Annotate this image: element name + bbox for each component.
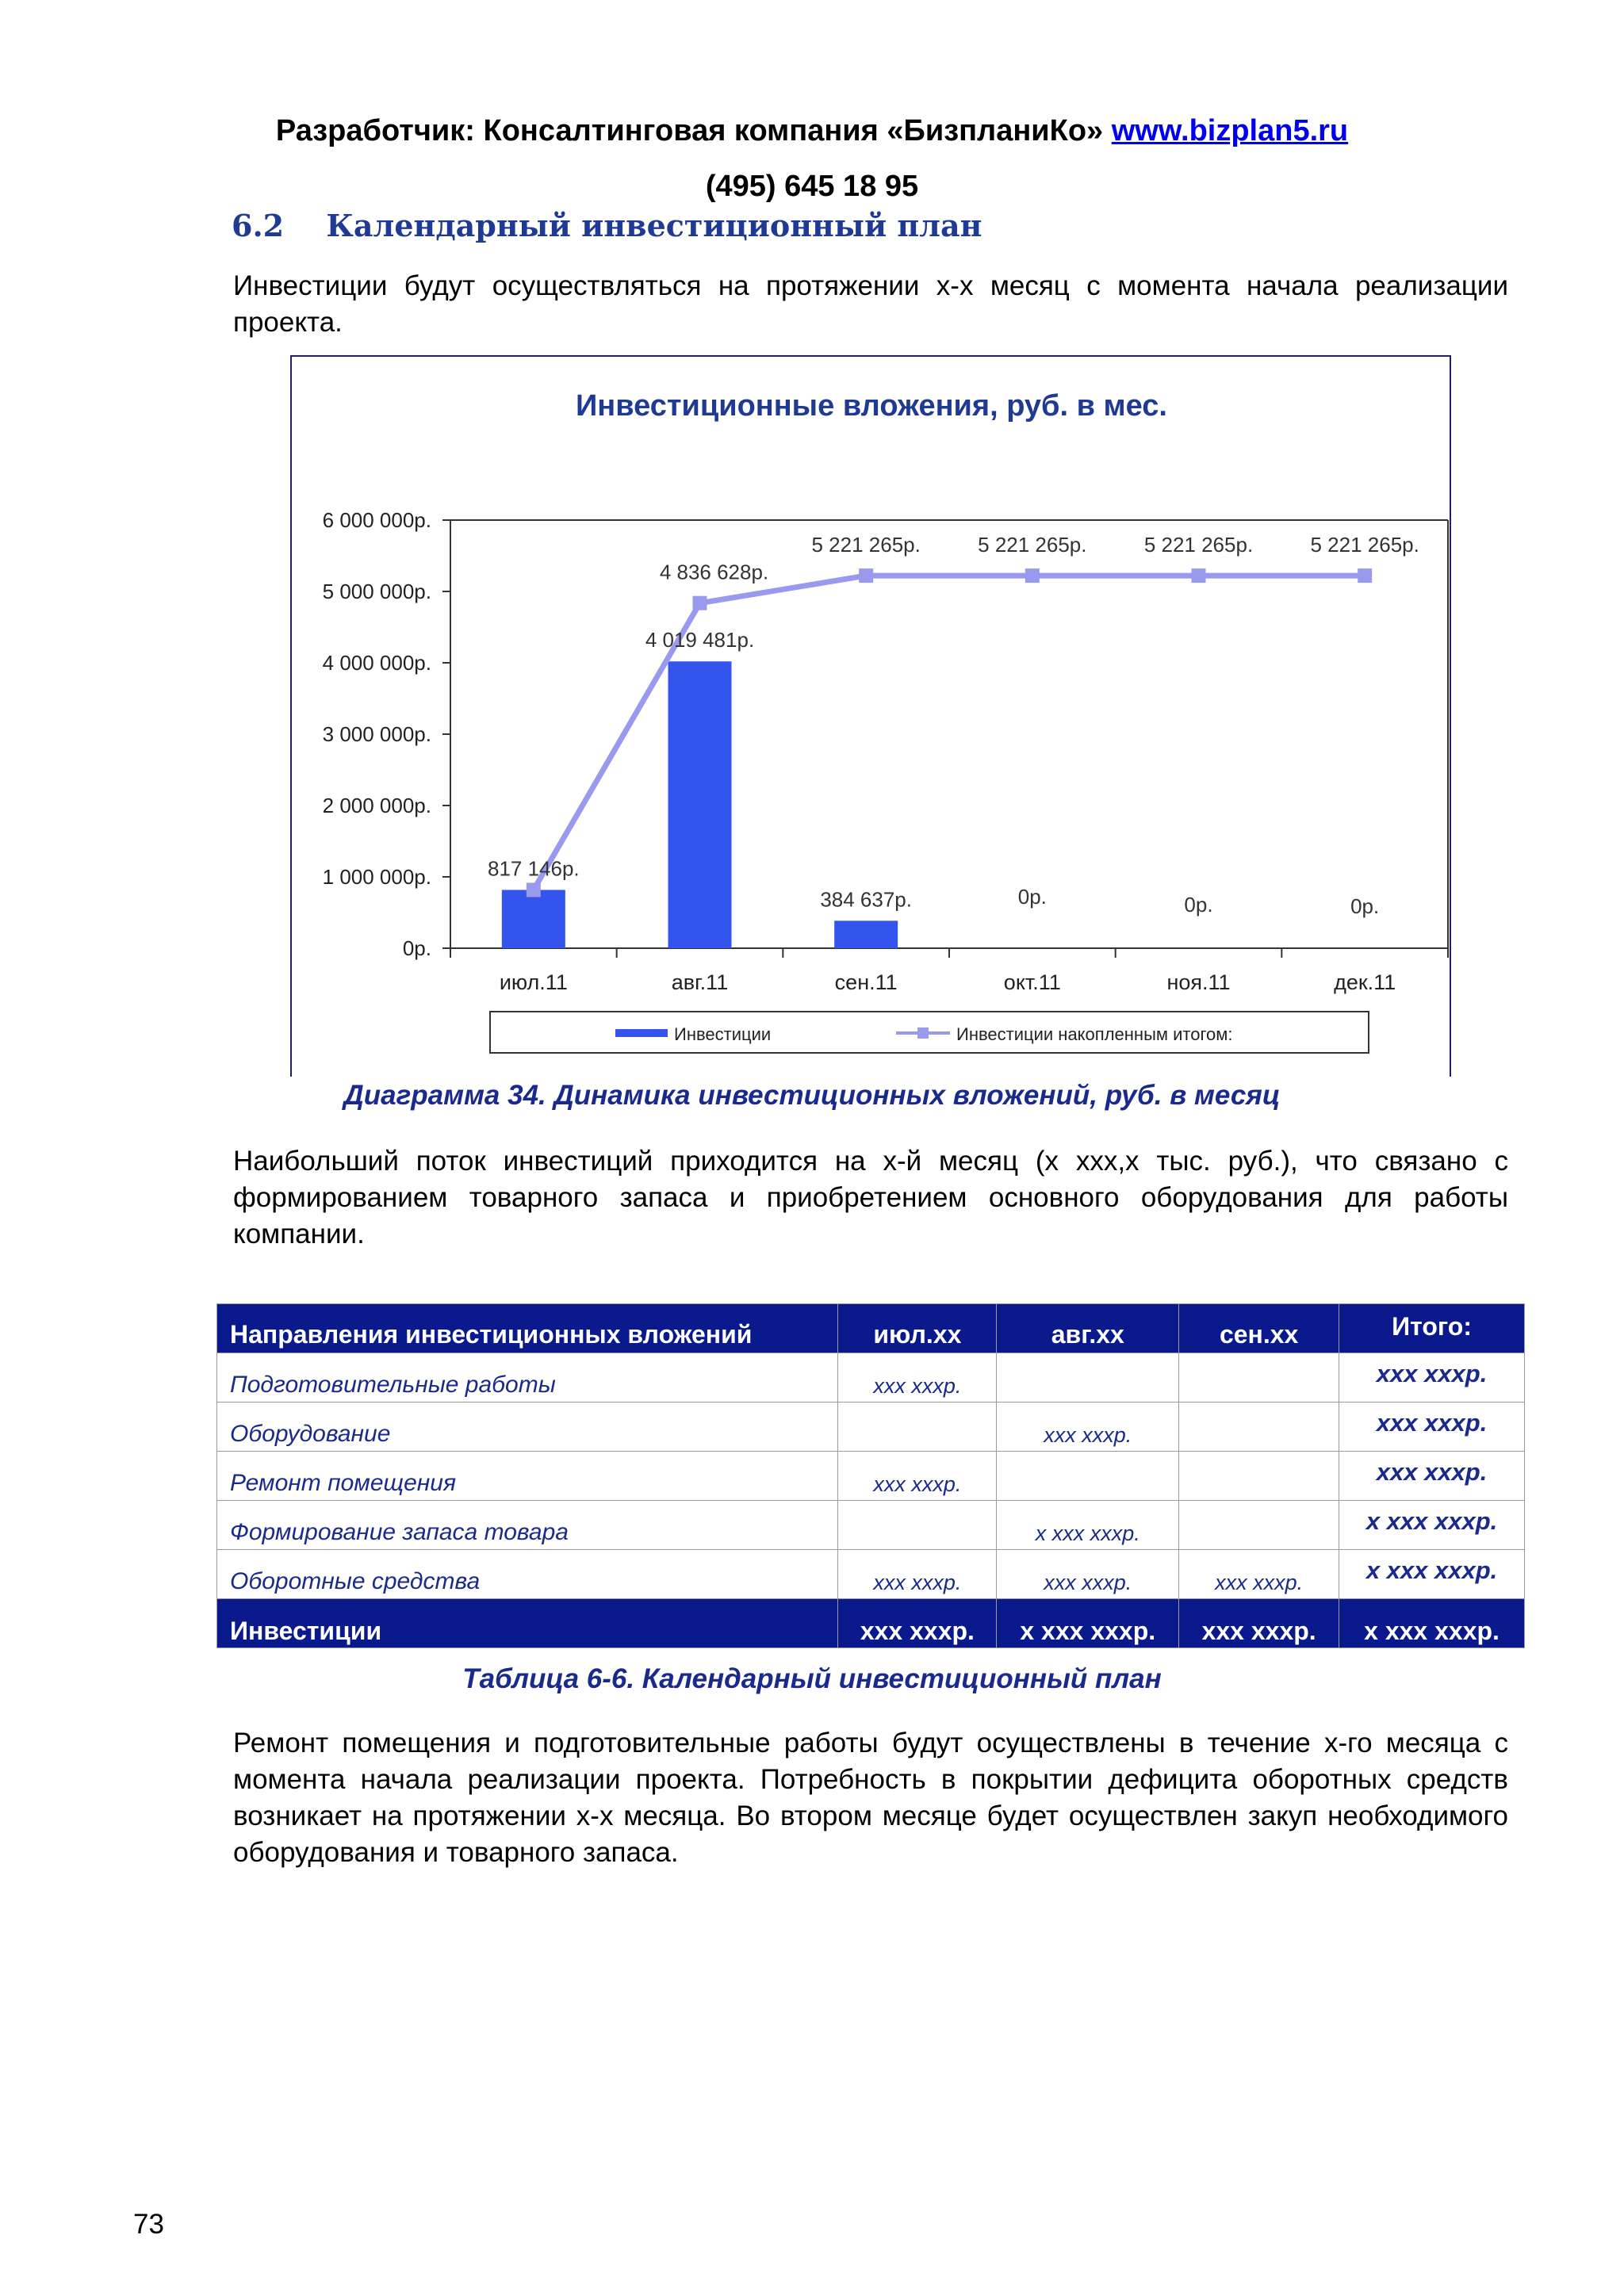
chart-title: Инвестиционные вложения, руб. в мес. bbox=[575, 389, 1168, 423]
total-cell: ххх хххр. bbox=[1179, 1599, 1339, 1648]
chart-frame bbox=[290, 355, 1451, 1077]
conclusion-paragraph: Ремонт помещения и подготовительные работы будут осуществлены в течение х-го месяца с момента начала реализации проекта. Потребность в покрытии дефицита оборотных средств возникает на протяжении х-х месяца. Во втором месяце будет осуществлен закуп необходимого оборудования и товарного запаса. bbox=[233, 1728, 1508, 1868]
y-tick-label: 4 000 000р. bbox=[322, 651, 431, 675]
total-label: Инвестиции bbox=[217, 1599, 838, 1648]
bar bbox=[834, 920, 898, 948]
table-cell bbox=[838, 1501, 997, 1550]
row-total: х ххх хххр. bbox=[1339, 1501, 1525, 1550]
investment-plan-table bbox=[216, 1303, 1525, 1648]
x-tick-label: окт.11 bbox=[1003, 970, 1061, 994]
x-tick-label: июл.11 bbox=[499, 970, 568, 994]
row-total: ххх хххр. bbox=[1339, 1402, 1525, 1452]
table-cell: ххх хххр. bbox=[1179, 1550, 1339, 1599]
bar bbox=[502, 890, 565, 948]
line-data-label: 5 221 265р. bbox=[1310, 533, 1419, 557]
y-tick-label: 0р. bbox=[402, 936, 431, 960]
y-tick-label: 2 000 000р. bbox=[322, 794, 431, 817]
table-cell: х ххх хххр. bbox=[997, 1501, 1179, 1550]
bar-data-label: 817 146р. bbox=[487, 856, 580, 881]
legend-swatch-bars bbox=[615, 1029, 668, 1037]
x-tick-label: сен.11 bbox=[834, 970, 898, 994]
table-cell bbox=[1179, 1353, 1339, 1402]
table-row bbox=[217, 1550, 1525, 1599]
table-cell: ххх хххр. bbox=[997, 1402, 1179, 1452]
row-total: ххх хххр. bbox=[1339, 1353, 1525, 1402]
table-row bbox=[217, 1353, 1525, 1402]
chart-caption: Диаграмма 34. Динамика инвестиционных вложений, руб. в месяц bbox=[343, 1080, 1281, 1111]
y-tick-label: 6 000 000р. bbox=[322, 508, 431, 532]
row-label: Оборотные средства bbox=[217, 1550, 838, 1599]
table-cell bbox=[997, 1452, 1179, 1501]
intro-paragraph: Инвестиции будут осуществляться на протяжении х-х месяц с момента начала реализации проекта. bbox=[233, 270, 1508, 338]
table-total-row bbox=[217, 1599, 1525, 1648]
cumulative-line bbox=[534, 576, 1365, 890]
row-label: Подготовительные работы bbox=[217, 1353, 838, 1402]
bar-data-label: 0р. bbox=[1350, 894, 1380, 918]
row-total: х ххх хххр. bbox=[1339, 1550, 1525, 1599]
table-row bbox=[217, 1501, 1525, 1550]
document-header bbox=[0, 114, 1624, 148]
table-cell: ххх хххр. bbox=[838, 1550, 997, 1599]
legend-label-line: Инвестиции накопленным итогом: bbox=[956, 1024, 1233, 1044]
row-total: ххх хххр. bbox=[1339, 1452, 1525, 1501]
row-label: Ремонт помещения bbox=[217, 1452, 838, 1501]
section-title: Календарный инвестиционный план bbox=[326, 208, 982, 243]
bar-data-label: 384 637р. bbox=[820, 887, 913, 912]
x-tick-label: авг.11 bbox=[671, 970, 729, 994]
table-row bbox=[217, 1452, 1525, 1501]
total-cell: х ххх хххр. bbox=[997, 1599, 1179, 1648]
table-cell bbox=[1179, 1452, 1339, 1501]
section-number: 6.2 bbox=[232, 208, 285, 243]
cumulative-point bbox=[1358, 568, 1372, 583]
table-caption: Таблица 6-6. Календарный инвестиционный план bbox=[462, 1663, 1162, 1694]
table-cell: ххх хххр. bbox=[838, 1353, 997, 1402]
cumulative-point bbox=[1192, 568, 1206, 583]
line-data-label: 5 221 265р. bbox=[978, 533, 1087, 557]
table-cell bbox=[1179, 1501, 1339, 1550]
table-cell bbox=[1179, 1402, 1339, 1452]
analysis-paragraph: Наибольший поток инвестиций приходится на х-й месяц (х ххх,х тыс. руб.), что связано с формированием товарного запаса и приобретением основного оборудования для работы компании. bbox=[233, 1146, 1508, 1249]
row-label: Оборудование bbox=[217, 1402, 838, 1452]
table-header-row bbox=[217, 1304, 1525, 1353]
table-cell: ххх хххр. bbox=[997, 1550, 1179, 1599]
y-tick-label: 3 000 000р. bbox=[322, 722, 431, 746]
cumulative-point bbox=[859, 568, 873, 583]
y-tick-label: 5 000 000р. bbox=[322, 580, 431, 603]
table-cell bbox=[838, 1402, 997, 1452]
y-tick-label: 1 000 000р. bbox=[322, 865, 431, 889]
investment-chart bbox=[292, 357, 1451, 1077]
column-header: Направления инвестиционных вложений bbox=[217, 1304, 838, 1353]
x-tick-label: ноя.11 bbox=[1166, 970, 1231, 994]
line-data-label: 5 221 265р. bbox=[811, 533, 921, 557]
cumulative-point bbox=[693, 596, 707, 610]
column-header: авг.хх bbox=[997, 1304, 1179, 1353]
row-label: Формирование запаса товара bbox=[217, 1501, 838, 1550]
bar-data-label: 4 019 481р. bbox=[645, 628, 755, 652]
total-cell: ххх хххр. bbox=[838, 1599, 997, 1648]
page-number: 73 bbox=[133, 2209, 164, 2240]
website-link[interactable]: www.bizplan5.ru bbox=[1111, 114, 1349, 147]
line-data-label: 5 221 265р. bbox=[1143, 533, 1254, 557]
section-heading bbox=[232, 208, 982, 243]
column-header: июл.хх bbox=[838, 1304, 997, 1353]
table-cell: ххх хххр. bbox=[838, 1452, 997, 1501]
cumulative-point bbox=[527, 882, 541, 897]
column-header: сен.хх bbox=[1179, 1304, 1339, 1353]
table-row bbox=[217, 1402, 1525, 1452]
table-cell bbox=[997, 1353, 1179, 1402]
line-data-label: 4 836 628р. bbox=[659, 560, 769, 584]
column-header: Итого: bbox=[1339, 1304, 1525, 1353]
cumulative-point bbox=[1025, 568, 1040, 583]
bar bbox=[668, 661, 732, 948]
total-cell: х ххх хххр. bbox=[1339, 1599, 1525, 1648]
legend-swatch-line-marker bbox=[917, 1027, 929, 1039]
bar-data-label: 0р. bbox=[1017, 885, 1047, 909]
developer-text: Разработчик: Консалтинговая компания «БизпланиКо» bbox=[275, 114, 1104, 147]
phone-number: (495) 645 18 95 bbox=[705, 170, 919, 203]
bar-data-label: 0р. bbox=[1184, 893, 1213, 916]
legend-label-bars: Инвестиции bbox=[674, 1024, 772, 1044]
x-tick-label: дек.11 bbox=[1334, 970, 1396, 994]
